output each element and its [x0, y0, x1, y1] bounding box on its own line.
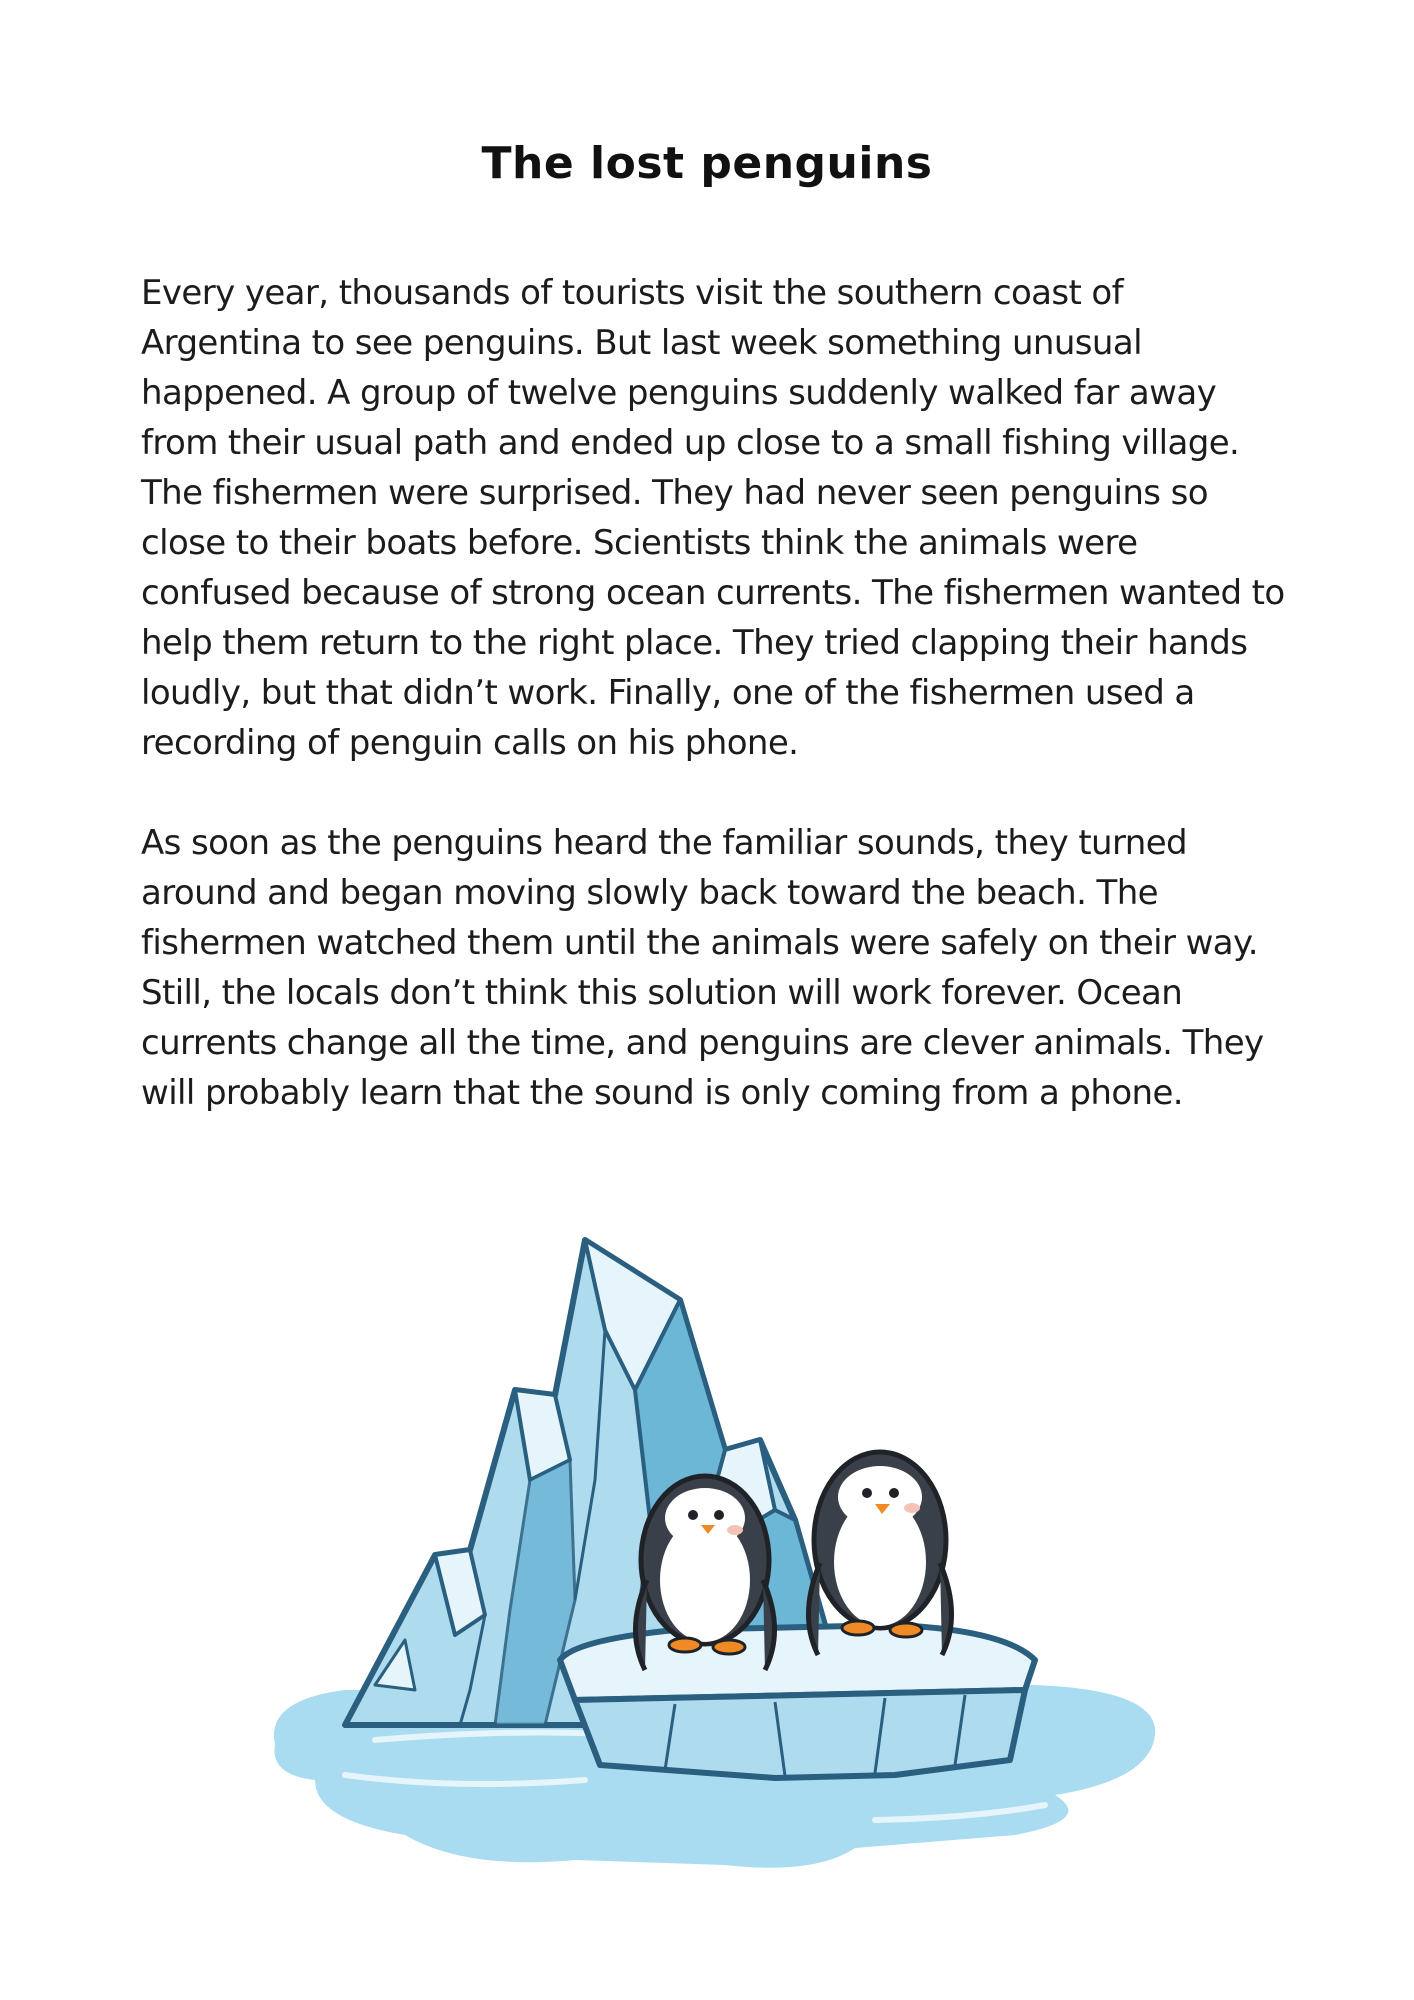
paragraph-2: As soon as the penguins heard the familiar sounds, they turned around and began moving slowly back toward the beach. The fishermen watched them until the animals were safely on their way. Still, the locals don’t think this solution will work forever. Ocean currents change all the time, and penguins are clever animals. They will probably learn that the sound is only coming from a phone. — [141, 823, 1264, 1113]
iceberg-penguins-illustration — [255, 1220, 1175, 1890]
page-title: The lost penguins — [481, 138, 933, 189]
ice-floe — [560, 1625, 1035, 1778]
paragraph-1: Every year, thousands of tourists visit the southern coast of Argentina to see penguins. But last week something unusual happened. A group of twelve penguins suddenly walked far away from their usual path and ended up close to a small fishing village. The fishermen were surprised. They had never seen penguins so close to their boats before. Scientists think the animals were confused because of strong ocean currents. The fishermen wanted to help them return to the right place. They tried clapping their hands loudly, but that didn’t work. Finally, one of the fishermen used a recording of penguin calls on his phone. — [141, 273, 1285, 763]
story-text — [141, 268, 1291, 1168]
